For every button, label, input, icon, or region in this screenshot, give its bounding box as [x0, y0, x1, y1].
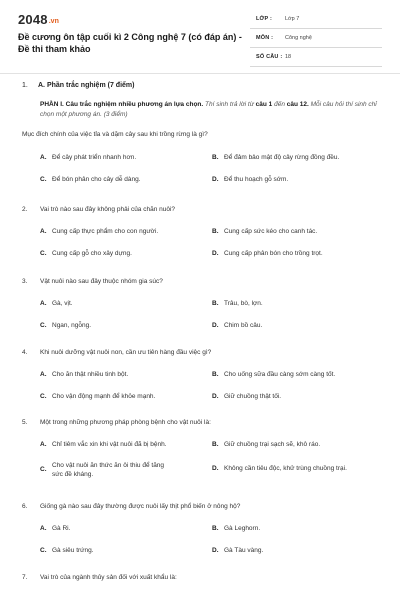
header-divider [0, 73, 400, 74]
answer-option[interactable] [40, 322, 200, 329]
option-letter: D. [212, 250, 219, 257]
option-letter: D. [212, 393, 219, 400]
option-letter: A. [40, 371, 47, 378]
answer-option[interactable] [212, 393, 387, 400]
question-text [22, 349, 211, 356]
question-text-content: Vai trò nào sau đây không phải của chăn nuôi? [40, 206, 176, 213]
question-text [22, 206, 175, 213]
meta-label: SỐ CÂU : [256, 54, 283, 60]
option-text: Để đảm bảo mật độ cây rừng đồng đều. [224, 154, 340, 161]
answer-option[interactable] [40, 461, 200, 479]
answer-option[interactable] [40, 525, 200, 532]
option-letter: C. [40, 393, 47, 400]
answer-option[interactable] [40, 393, 200, 400]
option-text: Để bón phân cho cây dễ dàng. [52, 176, 141, 183]
section-title: A. Phần trắc nghiệm (7 điểm) [38, 82, 135, 89]
option-letter: A. [40, 228, 47, 235]
option-letter: A. [40, 525, 47, 532]
option-letter: C. [40, 176, 47, 183]
meta-value: Lớp 7 [285, 16, 300, 22]
option-letter: C. [40, 466, 47, 473]
meta-value: Công nghệ [285, 35, 312, 41]
question-number: 6. [22, 503, 28, 510]
option-text: Cho uống sữa đầu càng sớm càng tốt. [224, 371, 336, 378]
option-letter: C. [40, 322, 47, 329]
question-text [22, 278, 163, 285]
meta-label: LỚP : [256, 16, 272, 22]
option-letter: D. [212, 176, 219, 183]
question-text [22, 419, 211, 426]
question-text-content: Khi nuôi dưỡng vật nuôi non, cần ưu tiên hàng đầu việc gì? [40, 349, 212, 356]
option-text: Cho ăn thật nhiều tinh bột. [52, 371, 129, 378]
answer-option[interactable] [40, 371, 200, 378]
answer-option[interactable] [40, 300, 200, 307]
meta-row-class [250, 10, 382, 29]
question-text [22, 574, 177, 581]
meta-value: 18 [285, 54, 292, 60]
question-number: 4. [22, 349, 28, 356]
instruction-text: Thí sinh trả lời từ [203, 101, 256, 108]
answer-option[interactable] [212, 465, 387, 472]
option-letter: A. [40, 441, 47, 448]
option-text: Giữ chuồng thật tối. [224, 393, 282, 400]
answer-option[interactable] [40, 228, 200, 235]
section-number: 1. [22, 82, 28, 89]
option-letter: B. [212, 525, 219, 532]
answer-option[interactable] [40, 154, 200, 161]
meta-row-subject [250, 29, 382, 48]
meta-label: MÔN : [256, 35, 274, 41]
option-letter: B. [212, 228, 219, 235]
logo-number: 2048 [18, 12, 48, 27]
meta-info-table [250, 10, 382, 67]
option-text: Cung cấp phân bón cho trồng trọt. [224, 250, 323, 257]
option-text: Trâu, bò, lợn. [224, 300, 263, 307]
site-logo[interactable] [18, 12, 59, 27]
option-text: Gà Ri. [52, 525, 71, 532]
option-text: Ngan, ngỗng. [52, 322, 92, 329]
option-text: Không cần tiêu độc, khử trùng chuồng trại. [224, 465, 347, 472]
option-text: Chim bồ câu. [224, 322, 263, 329]
question-number: 3. [22, 278, 28, 285]
option-letter: B. [212, 441, 219, 448]
answer-option[interactable] [40, 250, 200, 257]
answer-option[interactable] [212, 441, 387, 448]
answer-option[interactable] [212, 228, 387, 235]
option-letter: C. [40, 250, 47, 257]
question-text-content: Vật nuôi nào sau đây thuộc nhóm gia súc? [40, 278, 163, 285]
question-number: 5. [22, 419, 28, 426]
option-text: Cung cấp gỗ cho xây dựng. [52, 250, 132, 257]
answer-option[interactable] [40, 176, 200, 183]
answer-option[interactable] [212, 154, 387, 161]
instruction-text: đến [272, 101, 287, 108]
answer-option[interactable] [40, 547, 200, 554]
option-text: Cung cấp thực phẩm cho con người. [52, 228, 159, 235]
option-text: Gà siêu trứng. [52, 547, 94, 554]
option-letter: B. [212, 300, 219, 307]
part-instruction [40, 100, 380, 120]
option-text: Cho vận động mạnh để khỏe mạnh. [52, 393, 156, 400]
question-number: 7. [22, 574, 28, 581]
question-text [22, 131, 208, 138]
question-text-content: Mục đích chính của việc tỉa và dặm cây sau khi trồng rừng là gì? [22, 131, 208, 138]
option-text: Gà Leghorn. [224, 525, 261, 532]
answer-option[interactable] [40, 441, 200, 448]
meta-row-question-count [250, 48, 382, 67]
option-text: Chỉ tiêm vắc xin khi vật nuôi đã bị bệnh. [52, 441, 167, 448]
answer-option[interactable] [212, 371, 387, 378]
answer-option[interactable] [212, 525, 387, 532]
answer-option[interactable] [212, 250, 387, 257]
answer-option[interactable] [212, 547, 387, 554]
header [0, 0, 400, 72]
option-text: Cho vật nuôi ăn thức ăn ôi thiu để tăng sức đề kháng. [52, 462, 165, 478]
option-text: Gà Tàu vàng. [224, 547, 264, 554]
option-text: Giữ chuồng trại sạch sẽ, khô ráo. [224, 441, 321, 448]
answer-option[interactable] [212, 176, 387, 183]
option-letter: D. [212, 322, 219, 329]
option-letter: A. [40, 300, 47, 307]
option-letter: B. [212, 154, 219, 161]
answer-option[interactable] [212, 322, 387, 329]
option-letter: D. [212, 465, 219, 472]
instruction-from: câu 1 [255, 101, 273, 108]
question-number: 2. [22, 206, 28, 213]
option-text: Gà, vịt. [52, 300, 73, 307]
question-text-content: Giống gà nào sau đây thường được nuôi lấy thịt phổ biến ở nông hộ? [40, 503, 241, 510]
question-text [22, 503, 240, 510]
question-text-content: Một trong những phương pháp phòng bệnh cho vật nuôi là: [40, 419, 211, 426]
section-heading [22, 82, 134, 89]
answer-option[interactable] [212, 300, 387, 307]
instruction-text: Mỗi câu hỏi thí sinh chỉ chọn một phương án. (3 điểm) [40, 101, 377, 118]
document-title: Đề cương ôn tập cuối kì 2 Công nghệ 7 (có đáp án) - Đề thi tham khảo [18, 32, 242, 54]
option-text: Để cây phát triển nhanh hơn. [52, 154, 137, 161]
question-text-content: Vai trò của ngành thủy sản đối với xuất khẩu là: [40, 574, 177, 581]
instruction-to: câu 12. [286, 101, 309, 108]
option-text: Cung cấp sức kéo cho canh tác. [224, 228, 318, 235]
part-heading: PHẦN I. Câu trắc nghiệm nhiều phương án lựa chọn. [40, 101, 204, 108]
logo-suffix: .vn [48, 18, 59, 25]
option-letter: B. [212, 371, 219, 378]
option-letter: D. [212, 547, 219, 554]
option-text: Để thu hoạch gỗ sớm. [224, 176, 289, 183]
option-letter: C. [40, 547, 47, 554]
option-letter: A. [40, 154, 47, 161]
